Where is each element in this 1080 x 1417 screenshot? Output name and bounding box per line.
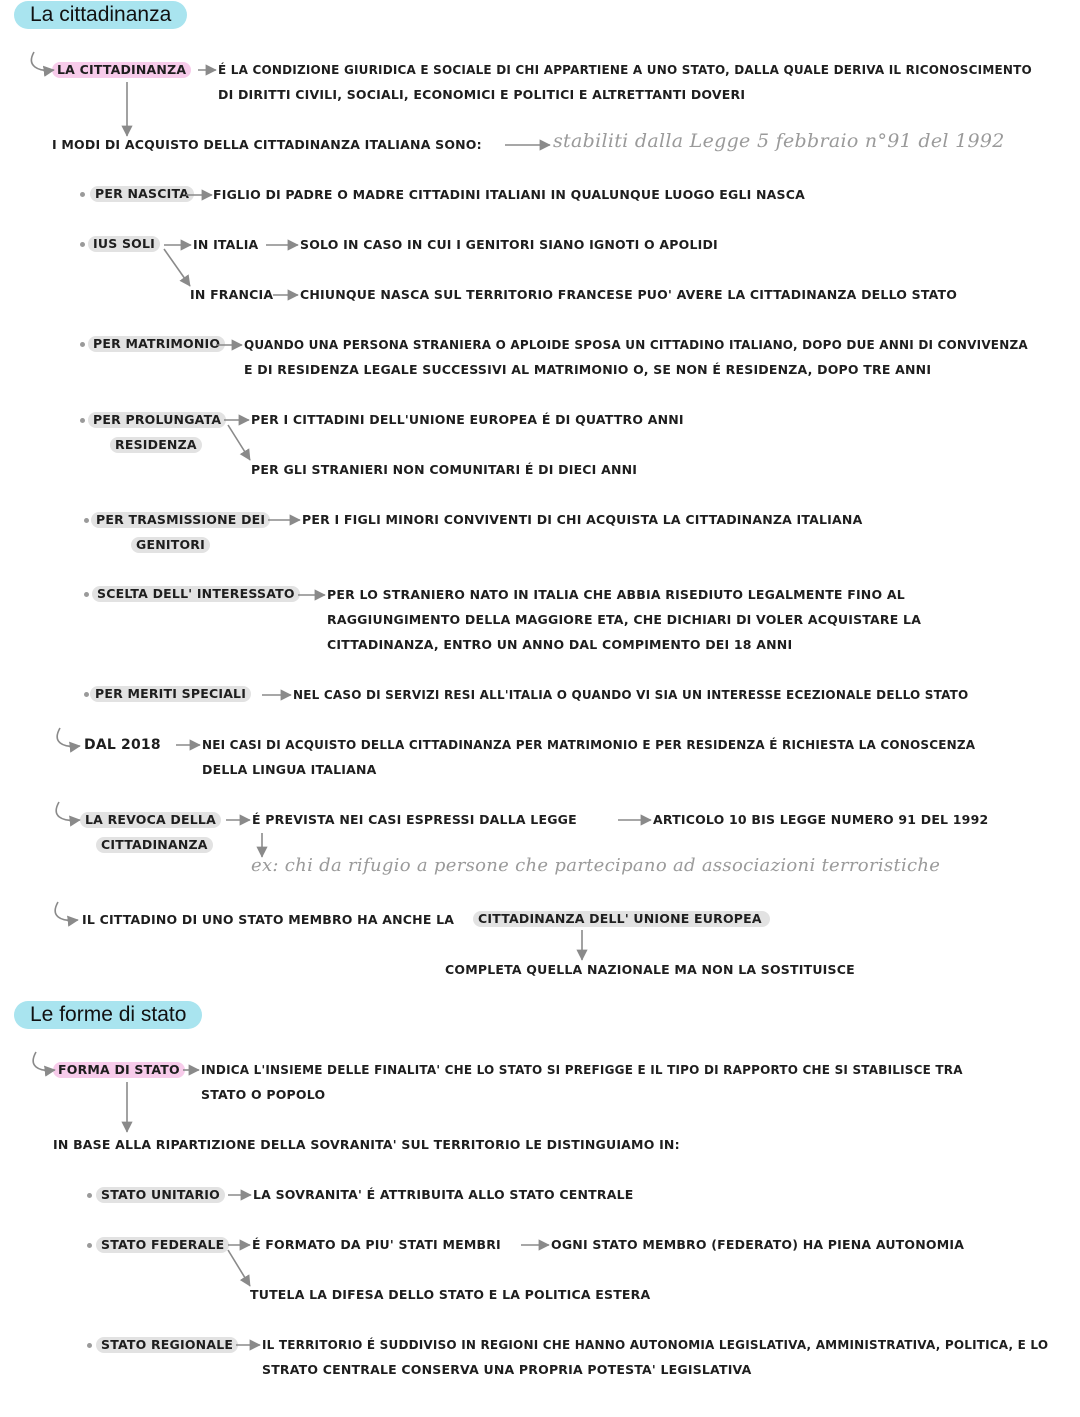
forme-definition-line-1: INDICA L'INSIEME DELLE FINALITA' CHE LO STATO SI PREFIGGE E IL TIPO DI RAPPORTO CHE SI STABILISCE TRA [201,1063,963,1077]
modes-source-note: stabiliti dalla Legge 5 febbraio n°91 del 1992 [553,130,1005,152]
text-meriti-speciali: NEL CASO DI SERVIZI RESI ALL'ITALIA O QUANDO VI SIA UN INTERESSE ECEZIONALE DELLO STATO [293,688,969,702]
arrow-diagonal-icon [228,425,250,460]
label-ius-soli: IUS SOLI [88,236,160,252]
text-trasmissione: PER I FIGLI MINORI CONVIVENTI DI CHI ACQUISTA LA CITTADINANZA ITALIANA [302,512,863,527]
curved-arrow-icon [33,1052,55,1070]
text-dal-2018-line-2: DELLA LINGUA ITALIANA [202,762,377,777]
label-revoca-cittadinanza: CITTADINANZA [96,837,213,853]
text-stato-federale-2: OGNI STATO MEMBRO (FEDERATO) HA PIENA AUTONOMIA [551,1237,965,1252]
label-stato-federale: STATO FEDERALE [96,1237,229,1253]
arrow-diagonal-icon [164,249,190,286]
text-per-nascita: FIGLIO DI PADRE O MADRE CITTADINI ITALIANI IN QUALUNQUE LUOGO EGLI NASCA [213,187,805,202]
definition-line-1: É LA CONDIZIONE GIURIDICA E SOCIALE DI CHI APPARTIENE A UNO STATO, DALLA QUALE DERIVA IL RICONOSCIMENTO [218,63,1032,77]
label-stato-unitario: STATO UNITARIO [96,1187,225,1203]
text-stato-regionale-line-2: STRATO CENTRALE CONSERVA UNA PROPRIA POTESTA' LEGISLATIVA [262,1362,752,1377]
definition-line-2: DI DIRITTI CIVILI, SOCIALI, ECONOMICI E POLITICI E ALTRETTANTI DOVERI [218,87,746,102]
label-revoca: LA REVOCA DELLA [80,812,221,828]
label-scelta-interessato: SCELTA DELL' INTERESSATO [92,586,300,602]
label-per-trasmissione: PER TRASMISSIONE DEI [91,512,270,528]
text-ue-note: COMPLETA QUELLA NAZIONALE MA NON LA SOSTITUISCE [445,962,855,977]
text-residenza-non-ue: PER GLI STRANIERI NON COMUNITARI É DI DIECI ANNI [251,462,638,477]
label-genitori: GENITORI [131,537,210,553]
text-in-francia: CHIUNQUE NASCA SUL TERRITORIO FRANCESE PUO' AVERE LA CITTADINANZA DELLO STATO [300,287,958,302]
text-revoca-ref: ARTICOLO 10 BIS LEGGE NUMERO 91 DEL 1992 [653,812,989,827]
label-stato-regionale: STATO REGIONALE [96,1337,238,1353]
text-dal-2018-line-1: NEI CASI DI ACQUISTO DELLA CITTADINANZA PER MATRIMONIO E PER RESIDENZA É RICHIESTA LA CONOSCENZA [202,738,976,752]
label-per-prolungata: PER PROLUNGATA [88,412,226,428]
label-per-nascita: PER NASCITA [90,186,194,202]
term-cittadinanza: LA CITTADINANZA [52,62,191,78]
text-stato-federale-3: TUTELA LA DIFESA DELLO STATO E LA POLITICA ESTERA [250,1287,651,1302]
term-forma-di-stato: FORMA DI STATO [53,1062,185,1078]
label-dal-2018: DAL 2018 [84,737,161,753]
revoca-example-note: ex: chi da rifugio a persone che partecipano ad associazioni terroristiche [251,855,941,876]
text-matrimonio-line-2: E DI RESIDENZA LEGALE SUCCESSIVI AL MATRIMONIO O, SE NON É RESIDENZA, DOPO TRE ANNI [244,362,932,377]
forme-definition-line-2: STATO O POPOLO [201,1087,326,1102]
text-stato-regionale-line-1: IL TERRITORIO É SUDDIVISO IN REGIONI CHE HANNO AUTONOMIA LEGISLATIVA, AMMINISTRATIVA, POLITICA, E LO [262,1338,1049,1352]
label-in-francia: IN FRANCIA [190,287,274,302]
text-matrimonio-line-1: QUANDO UNA PERSONA STRANIERA O APLOIDE SPOSA UN CITTADINO ITALIANO, DOPO DUE ANNI DI CONVIVENZA [244,338,1028,352]
highlight-cittadinanza-ue: CITTADINANZA DELL' UNIONE EUROPEA [473,911,770,927]
curved-arrow-icon [31,52,54,70]
curved-arrow-icon [55,902,78,920]
curved-arrow-icon [57,728,80,746]
text-scelta-line-2: RAGGIUNGIMENTO DELLA MAGGIORE ETA, CHE DICHIARI DI VOLER ACQUISTARE LA [327,612,922,627]
text-stato-federale-1: É FORMATO DA PIU' STATI MEMBRI [252,1237,501,1252]
label-residenza: RESIDENZA [110,437,202,453]
text-revoca: É PREVISTA NEI CASI ESPRESSI DALLA LEGGE [252,812,577,827]
section-title-cittadinanza: La cittadinanza [14,1,187,29]
label-in-italia: IN ITALIA [193,237,259,252]
text-residenza-ue: PER I CITTADINI DELL'UNIONE EUROPEA É DI QUATTRO ANNI [251,412,684,427]
forme-intro: IN BASE ALLA RIPARTIZIONE DELLA SOVRANITA' SUL TERRITORIO LE DISTINGUIAMO IN: [53,1137,680,1152]
text-scelta-line-3: CITTADINANZA, ENTRO UN ANNO DAL COMPIMENTO DEI 18 ANNI [327,637,793,652]
text-stato-unitario: LA SOVRANITA' É ATTRIBUITA ALLO STATO CENTRALE [253,1187,634,1202]
section-title-forme-di-stato: Le forme di stato [14,1001,202,1029]
curved-arrow-icon [56,802,80,820]
label-per-matrimonio: PER MATRIMONIO [88,336,225,352]
label-per-meriti-speciali: PER MERITI SPECIALI [90,686,251,702]
text-in-italia: SOLO IN CASO IN CUI I GENITORI SIANO IGNOTI O APOLIDI [300,237,718,252]
text-scelta-line-1: PER LO STRANIERO NATO IN ITALIA CHE ABBIA RISEDIUTO LEGALMENTE FINO AL [327,587,905,602]
arrow-diagonal-icon [228,1250,250,1286]
modes-intro: I MODI DI ACQUISTO DELLA CITTADINANZA ITALIANA SONO: [52,137,482,152]
text-cittadino-stato-membro: IL CITTADINO DI UNO STATO MEMBRO HA ANCHE LA [82,912,455,927]
